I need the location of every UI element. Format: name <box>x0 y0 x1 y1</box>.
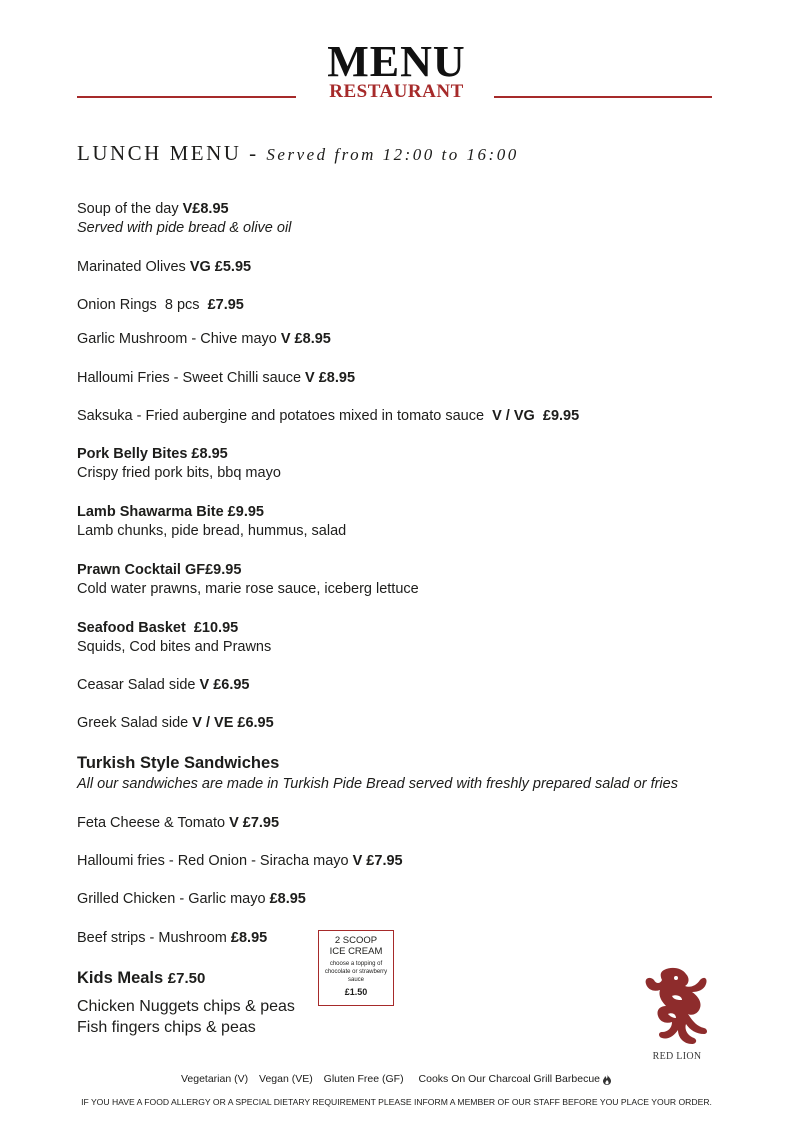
lunch-menu-hours: Served from 12:00 to 16:00 <box>266 145 519 164</box>
menu-item-prawn-cocktail <box>77 561 419 599</box>
menu-item-pork-belly <box>77 445 281 483</box>
item-title: Lamb Shawarma Bite £9.95 <box>77 504 264 520</box>
restaurant-subtitle: RESTAURANT <box>329 81 464 102</box>
item-name: Grilled Chicken - Garlic mayo <box>77 891 270 907</box>
ice-cream-line1: 2 SCOOP <box>334 935 378 946</box>
item-description: Crispy fried pork bits, bbq mayo <box>77 465 281 481</box>
item-name: Onion Rings 8 pcs <box>77 297 208 313</box>
item-price: VG £5.95 <box>189 259 252 275</box>
item-description: Lamb chunks, pide bread, hummus, salad <box>77 523 347 539</box>
sandwiches-note <box>77 775 678 794</box>
legend-vegetarian: Vegetarian (V) <box>180 1073 249 1085</box>
lunch-menu-title: LUNCH MENU - <box>77 141 267 165</box>
kids-price: £7.50 <box>167 970 206 987</box>
menu-item-garlic-mushroom <box>77 330 331 349</box>
ice-cream-note: choose a topping of chocolate or strawberry sauce <box>324 961 388 983</box>
item-title: Pork Belly Bites £8.95 <box>77 446 228 462</box>
item-name: Greek Salad side <box>77 715 193 731</box>
kids-heading-text: Kids Meals <box>77 969 168 987</box>
menu-item-greek-salad <box>77 714 274 733</box>
item-description: Cold water prawns, marie rose sauce, iceberg lettuce <box>77 581 419 597</box>
item-name: Marinated Olives <box>77 259 190 275</box>
sandwich-item-halloumi <box>77 852 403 871</box>
item-name: Saksuka - Fried aubergine and potatoes mixed in tomato sauce <box>77 408 493 424</box>
menu-item-halloumi-fries <box>77 369 355 388</box>
item-name: Feta Cheese & Tomato <box>77 815 230 831</box>
menu-item-olives <box>77 258 251 277</box>
item-price: V£8.95 <box>182 201 229 217</box>
allergy-notice: IF YOU HAVE A FOOD ALLERGY OR A SPECIAL DIETARY REQUIREMENT PLEASE INFORM A MEMBER OF OUR STAFF BEFORE YOU PLACE YOUR ORDER. <box>81 1097 712 1107</box>
item-price: V £7.95 <box>229 815 280 831</box>
item-price: V £8.95 <box>280 331 331 347</box>
item-name: Halloumi fries - Red Onion - Siracha mayo <box>77 853 353 869</box>
item-price: V £7.95 <box>352 853 403 869</box>
menu-item-seafood-basket <box>77 619 271 657</box>
legend-grill-text: Cooks On Our Charcoal Grill Barbecue <box>418 1073 601 1085</box>
item-price: V / VG £9.95 <box>492 408 580 424</box>
sandwich-item-feta <box>77 814 279 833</box>
legend-gluten-free: Gluten Free (GF) <box>323 1073 404 1085</box>
item-name: Soup of the day <box>77 201 183 217</box>
flame-icon <box>602 1074 612 1085</box>
sandwiches-heading: Turkish Style Sandwiches <box>77 754 280 772</box>
menu-item-soup <box>77 200 291 238</box>
kids-meals-heading <box>77 969 205 988</box>
ice-cream-price: £1.50 <box>344 987 368 997</box>
menu-item-onion-rings <box>77 296 244 315</box>
header-rule-right <box>494 96 712 98</box>
item-price: £7.95 <box>207 297 244 313</box>
item-name: Ceasar Salad side <box>77 677 200 693</box>
sandwich-item-chicken <box>77 890 306 909</box>
item-name: Garlic Mushroom - Chive mayo <box>77 331 281 347</box>
item-price: V £8.95 <box>305 370 356 386</box>
menu-item-saksuka <box>77 407 579 426</box>
item-price: £8.95 <box>269 891 306 907</box>
ice-cream-box <box>318 930 394 1006</box>
menu-item-ceasar-salad <box>77 676 250 695</box>
kids-item-fish-fingers: Fish fingers chips & peas <box>77 1019 256 1036</box>
item-price: £8.95 <box>230 930 268 946</box>
item-name: Halloumi Fries - Sweet Chilli sauce <box>77 370 306 386</box>
item-name: Beef strips - Mushroom <box>77 930 231 946</box>
dietary-legend <box>0 1073 793 1085</box>
legend-grill <box>419 1073 613 1085</box>
item-price: V £6.95 <box>199 677 250 693</box>
menu-title: MENU <box>327 37 466 86</box>
ice-cream-line2: ICE CREAM <box>329 946 383 957</box>
item-description: Served with pide bread & olive oil <box>77 220 292 236</box>
logo-label: RED LION <box>652 1051 702 1062</box>
item-price: V / VE £6.95 <box>192 715 274 731</box>
item-title: Seafood Basket £10.95 <box>77 620 239 636</box>
item-description: Squids, Cod bites and Prawns <box>77 639 272 655</box>
lion-rampant-icon <box>642 966 712 1046</box>
legend-vegan: Vegan (VE) <box>259 1073 313 1085</box>
lunch-menu-heading <box>77 141 519 166</box>
sandwich-item-beef <box>77 929 267 948</box>
item-title: Prawn Cocktail GF£9.95 <box>77 562 242 578</box>
sandwiches-note-text: All our sandwiches are made in Turkish Pide Bread served with freshly prepared salad or fries <box>77 776 678 792</box>
kids-item-nuggets: Chicken Nuggets chips & peas <box>77 998 295 1015</box>
menu-item-lamb-shawarma <box>77 503 346 541</box>
